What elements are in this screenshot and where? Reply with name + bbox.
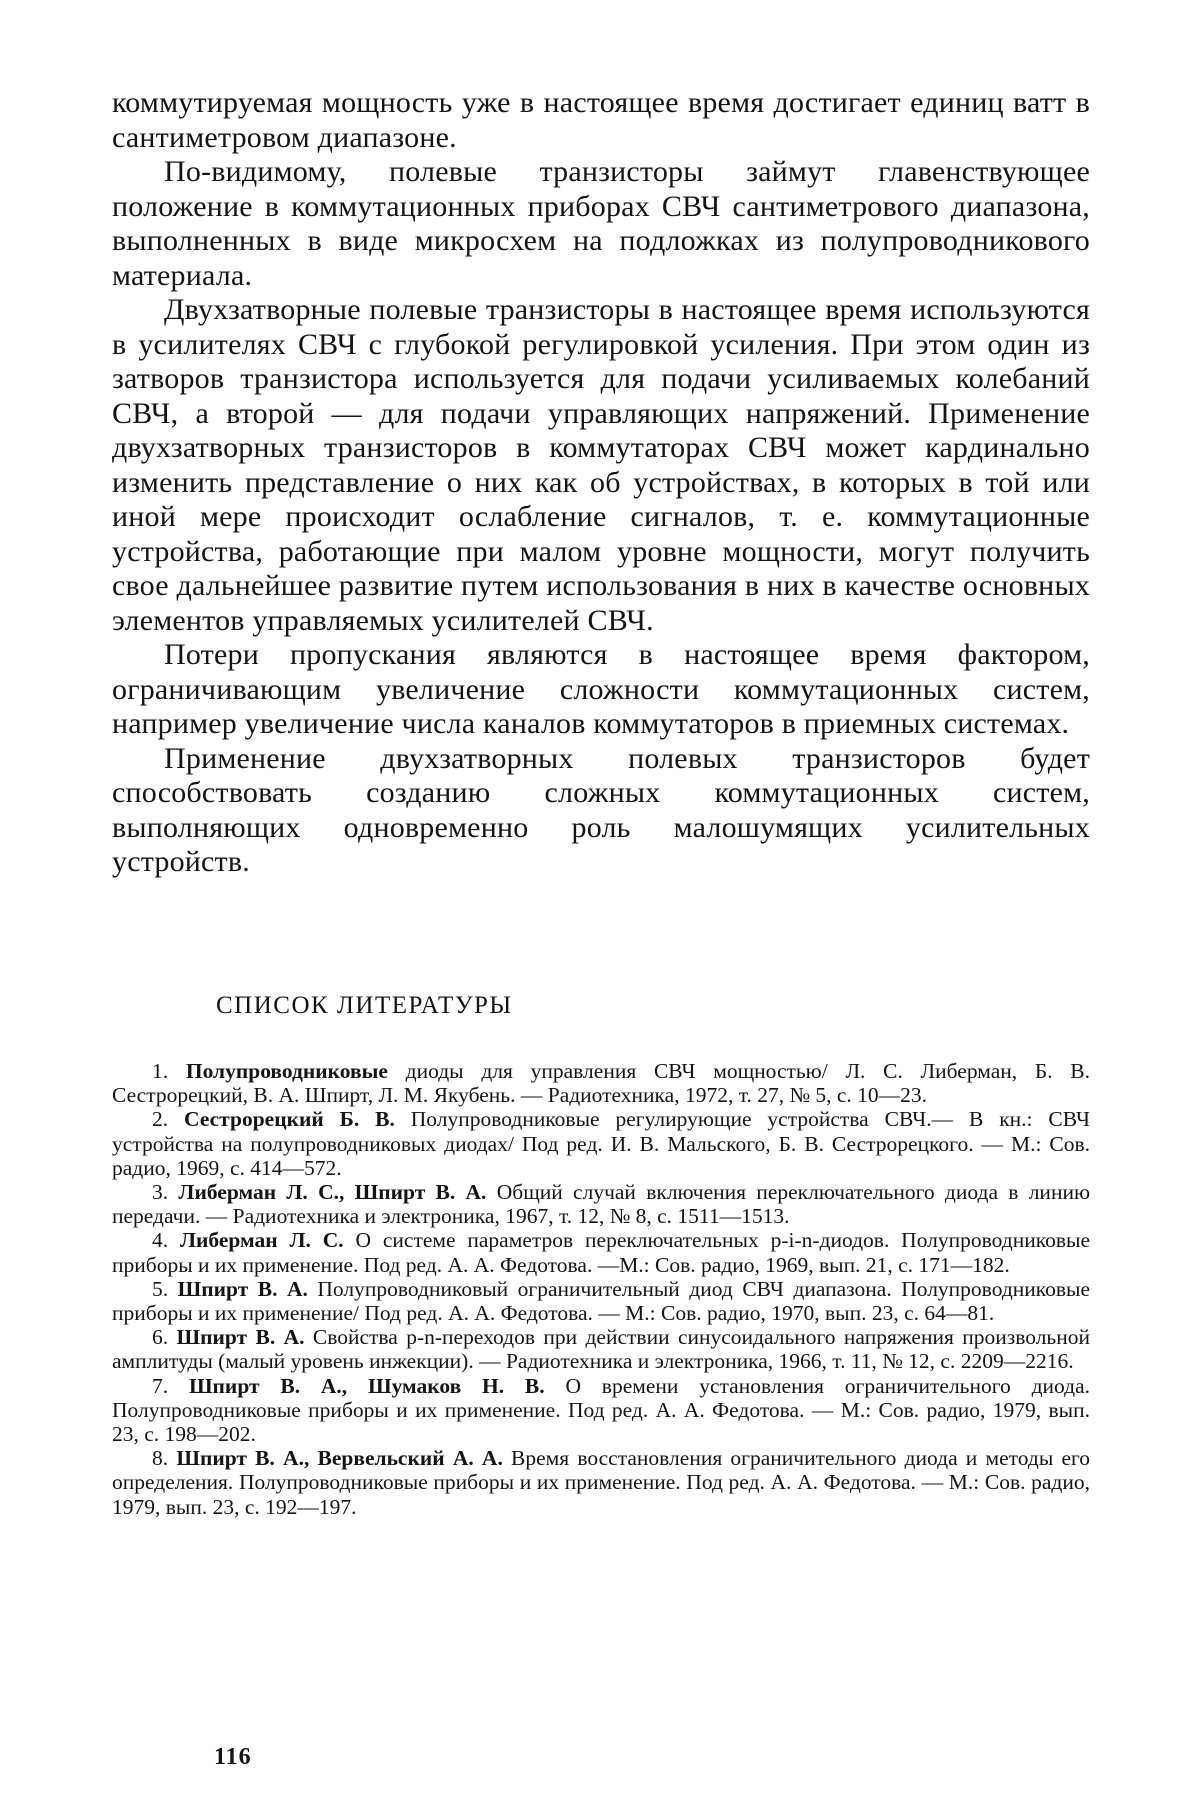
paragraph-2: По-видимому, полевые транзисторы займут главенствующее положение в коммутационных приборах СВЧ сантиметрового диапазона, выполненных в виде микросхем на подложках из полупроводникового материала. (112, 155, 1090, 292)
reference-text: диоды для управления СВЧ мощностью/ Л. С. Либерман, Б. В. Сестрорецкий, В. А. Шпирт, Л. М. Якубень. — Радиотехника, 1972, т. 27, № 5, с. 10—23. (112, 1059, 1091, 1108)
reference-authors: Либерман Л. С. (179, 1228, 344, 1253)
page-number: 116 (214, 1744, 252, 1770)
reference-authors: Шпирт В. А. (176, 1325, 305, 1350)
reference-item-2 (112, 1107, 1090, 1180)
reference-text: О системе параметров переключательных p-i-n-диодов. Полупроводниковые приборы и их применение. Под ред. А. А. Федотова. —М.: Сов. радио, 1969, вып. 21, с. 171—182. (112, 1228, 1090, 1277)
references-list (112, 1059, 1090, 1519)
paragraph-4: Потери пропускания являются в настоящее время фактором, ограничивающим увеличение сложности коммутационных систем, например увеличение числа каналов коммутаторов в приемных системах. (112, 638, 1090, 740)
references-title: СПИСОК ЛИТЕРАТУРЫ (216, 992, 513, 1019)
reference-text: О времени установления ограничительного диода. Полупроводниковые приборы и их применение. Под ред. А. А. Федотова. — М.: Сов. радио, 1979, вып. 23, с. 198—202. (112, 1373, 1091, 1447)
paragraph-3: Двухзатворные полевые транзисторы в настоящее время используются в усилителях СВЧ с глубокой регулировкой усиления. При этом один из затворов транзистора используется для подачи усиливаемых колебаний СВЧ, а второй — для подачи управляющих напряжений. Применение двухзатворных транзисторов в коммутаторах СВЧ может кардинально изменить представление о них как об устройствах, в которых в той или иной мере происходит ослабление сигналов, т. е. коммутационные устройства, работающие при малом уровне мощности, могут получить свое дальнейшее развитие путем использования в них в качестве основных элементов управляемых усилителей СВЧ. (112, 293, 1090, 637)
reference-number: 7. (152, 1373, 169, 1398)
reference-authors: Либерман Л. С., Шпирт В. А. (178, 1180, 487, 1205)
reference-text: Полупроводниковые регулирующие устройства СВЧ.— В кн.: СВЧ устройства на полупроводниковых диодах/ Под ред. И. В. Мальского, Б. В. Сестрорецкого. — М.: Сов. радио, 1969, с. 414—572. (112, 1107, 1091, 1180)
reference-number: 8. (152, 1446, 169, 1471)
reference-item-1 (112, 1059, 1090, 1107)
reference-text: Общий случай включения переключательного диода в линию передачи. — Радиотехника и электроника, 1967, т. 12, № 8, с. 1511—1513. (112, 1180, 1091, 1229)
reference-number: 3. (152, 1180, 169, 1205)
reference-number: 2. (152, 1107, 169, 1132)
body-text (112, 86, 1090, 880)
reference-number: 6. (152, 1325, 169, 1350)
paragraph-5: Применение двухзатворных полевых транзисторов будет способствовать созданию сложных коммутационных систем, выполняющих одновременно роль малошумящих усилительных устройств. (112, 741, 1090, 878)
reference-item-8 (112, 1446, 1090, 1519)
reference-number: 5. (152, 1276, 169, 1301)
reference-authors: Шпирт В. А., Вервельский А. А. (176, 1446, 503, 1471)
reference-item-7 (112, 1374, 1090, 1447)
reference-authors: Шпирт В. А. (177, 1276, 308, 1301)
paragraph-1: коммутируемая мощность уже в настоящее время достигает единиц ватт в сантиметровом диапазоне. (112, 86, 1090, 154)
reference-number: 1. (152, 1059, 169, 1083)
reference-item-3 (112, 1180, 1090, 1228)
reference-text: Время восстановления ограничительного диода и методы его определения. Полупроводниковые приборы и их применение. Под ред. А. А. Федотова. — М.: Сов. радио, 1979, вып. 23, с. 192—197. (112, 1446, 1091, 1519)
reference-item-4 (112, 1228, 1090, 1276)
reference-number: 4. (152, 1228, 169, 1253)
reference-item-6 (112, 1325, 1090, 1373)
reference-text: Свойства p-n-переходов при действии синусоидального напряжения произвольной амплитуды (малый уровень инжекции). — Радиотехника и электроника, 1966, т. 11, № 12, с. 2209—2216. (112, 1325, 1090, 1374)
reference-authors: Полупроводниковые (185, 1059, 388, 1083)
reference-authors: Сестрорецкий Б. В. (184, 1107, 395, 1132)
reference-authors: Шпирт В. А., Шумаков Н. В. (188, 1373, 545, 1398)
reference-text: Полупроводниковый ограничительный диод СВЧ диапазона. Полупроводниковые приборы и их применение/ Под ред. А. А. Федотова. — М.: Сов. радио, 1970, вып. 23, с. 64—81. (112, 1276, 1091, 1326)
reference-item-5 (112, 1277, 1090, 1325)
